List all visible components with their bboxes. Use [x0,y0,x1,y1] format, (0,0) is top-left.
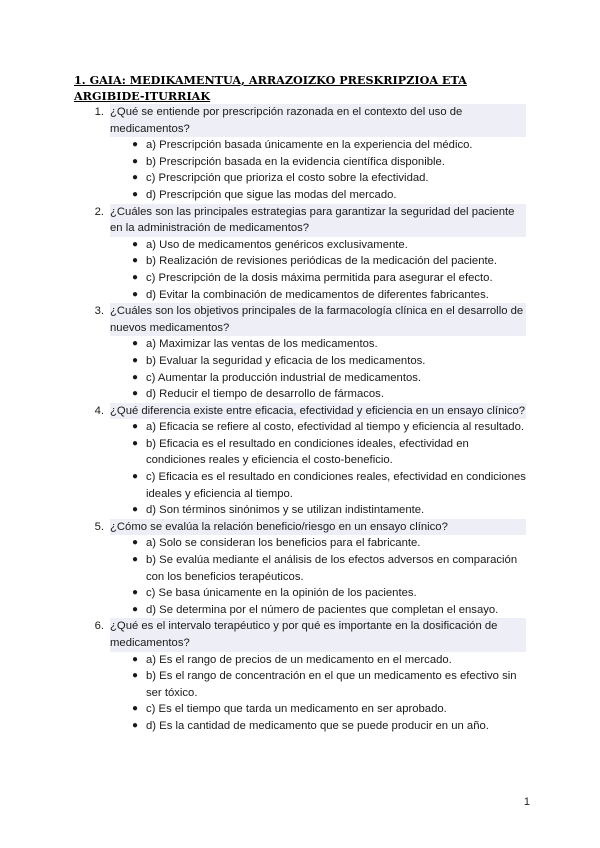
question-item [76,303,526,403]
answer-option [76,419,526,436]
answer-option [76,237,526,254]
question-item [76,403,526,519]
option-text: b) Prescripción basada en la evidencia científica disponible. [146,155,445,168]
answer-option [76,253,526,270]
option-text: c) Prescripción de la dosis máxima permitida para asegurar el efecto. [146,271,493,284]
bullet-icon: ● [131,554,138,566]
option-text: a) Solo se consideran los beneficios para el fabricante. [146,537,421,550]
bullet-icon: ● [131,603,138,615]
answer-option [76,552,526,585]
option-text: b) Se evalúa mediante el análisis de los efectos adversos en comparación con los beneficios terapéuticos. [146,554,518,583]
bullet-icon: ● [131,255,138,267]
bullet-icon: ● [131,271,138,283]
option-text: a) Uso de medicamentos genéricos exclusivamente. [146,238,408,251]
option-text: d) Reducir el tiempo de desarrollo de fármacos. [146,388,384,401]
question-text: ¿Qué diferencia existe entre eficacia, efectividad y eficiencia en un ensayo clínico? [110,403,526,420]
bullet-icon: ● [131,437,138,449]
option-text: c) Es el tiempo que tarda un medicamento en ser aprobado. [146,703,447,716]
answer-option [76,386,526,403]
bullet-icon: ● [131,703,138,715]
option-text: c) Eficacia es el resultado en condiciones reales, efectividad en condiciones ideales y eficiencia al tiempo. [146,471,526,500]
option-text: a) Es el rango de precios de un medicamento en el mercado. [146,653,452,666]
question-number: 2. [94,205,104,218]
bullet-icon: ● [131,338,138,350]
option-text: b) Realización de revisiones periódicas de la medicación del paciente. [146,255,498,268]
bullet-icon: ● [131,653,138,665]
question-list [76,104,526,735]
question-text: ¿Cuáles son los objetivos principales de la farmacología clínica en el desarrollo de nuevos medicamentos? [110,303,526,336]
bullet-icon: ● [131,139,138,151]
option-text: b) Eficacia es el resultado en condiciones ideales, efectividad en condiciones reales y eficiencia el costo-beneficio. [146,437,469,467]
answer-option [76,701,526,718]
bullet-icon: ● [131,719,138,731]
answer-option [76,353,526,370]
bullet-icon: ● [131,471,138,483]
question-item [76,618,526,734]
bullet-icon: ● [131,371,138,383]
bullet-icon: ● [131,172,138,184]
bullet-icon: ● [131,354,138,366]
question-text: ¿Cuáles son las principales estrategias para garantizar la seguridad del paciente en la administración de medicamentos? [110,204,526,237]
option-text: c) Prescripción que prioriza el costo sobre la efectividad. [146,172,429,185]
question-text: ¿Qué se entiende por prescripción razonada en el contexto del uso de medicamentos? [110,104,526,137]
option-list [76,336,526,402]
option-text: d) Es la cantidad de medicamento que se puede producir en un año. [146,719,489,732]
question-item [76,204,526,304]
question-number: 3. [94,305,104,318]
question-text: ¿Cómo se evalúa la relación beneficio/riesgo en un ensayo clínico? [110,519,526,536]
answer-option [76,602,526,619]
answer-option [76,170,526,187]
bullet-icon: ● [131,188,138,200]
option-text: c) Se basa únicamente en la opinión de los pacientes. [146,587,417,600]
bullet-icon: ● [131,288,138,300]
answer-option [76,436,526,469]
bullet-icon: ● [131,587,138,599]
bullet-icon: ● [131,537,138,549]
answer-option [76,585,526,602]
answer-option [76,137,526,154]
bullet-icon: ● [131,238,138,250]
answer-option [76,154,526,171]
option-text: a) Eficacia se refiere al costo, efectividad al tiempo y eficiencia al resultado. [146,421,525,434]
option-list [76,137,526,203]
option-text: d) Se determina por el número de pacientes que completan el ensayo. [146,603,499,616]
option-list [76,237,526,303]
answer-option [76,502,526,519]
answer-option [76,469,526,502]
answer-option [76,652,526,669]
answer-option [76,668,526,701]
answer-option [76,336,526,353]
question-item [76,519,526,619]
answer-option [76,270,526,287]
option-list [76,419,526,519]
document-title: 1. GAIA: MEDIKAMENTUA, ARRAZOIZKO PRESKRIPZIOA ETA ARGIBIDE-ITURRIAK [74,73,467,103]
bullet-icon: ● [131,388,138,400]
bullet-icon: ● [131,504,138,516]
answer-option [76,287,526,304]
page-number: 1 [523,796,530,808]
option-text: b) Evaluar la seguridad y eficacia de los medicamentos. [146,354,426,367]
question-number: 6. [94,620,104,633]
answer-option [76,718,526,735]
bullet-icon: ● [131,670,138,682]
question-number: 5. [94,520,104,533]
option-text: c) Aumentar la producción industrial de medicamentos. [146,371,422,384]
option-text: a) Maximizar las ventas de los medicamentos. [146,338,378,351]
bullet-icon: ● [131,421,138,433]
option-list [76,535,526,618]
bullet-icon: ● [131,155,138,167]
option-text: d) Prescripción que sigue las modas del mercado. [146,188,397,201]
option-text: a) Prescripción basada únicamente en la experiencia del médico. [146,139,473,152]
option-text: b) Es el rango de concentración en el que un medicamento es efectivo sin ser tóxico. [146,670,517,699]
question-text: ¿Qué es el intervalo terapéutico y por qué es importante en la dosificación de medicamentos? [110,618,526,651]
question-number: 4. [94,404,104,417]
option-text: d) Son términos sinónimos y se utilizan indistintamente. [146,504,425,517]
option-list [76,652,526,735]
answer-option [76,535,526,552]
option-text: d) Evitar la combinación de medicamentos de diferentes fabricantes. [146,288,489,301]
answer-option [76,187,526,204]
answer-option [76,370,526,387]
question-number: 1. [94,106,104,118]
question-item [76,104,526,204]
